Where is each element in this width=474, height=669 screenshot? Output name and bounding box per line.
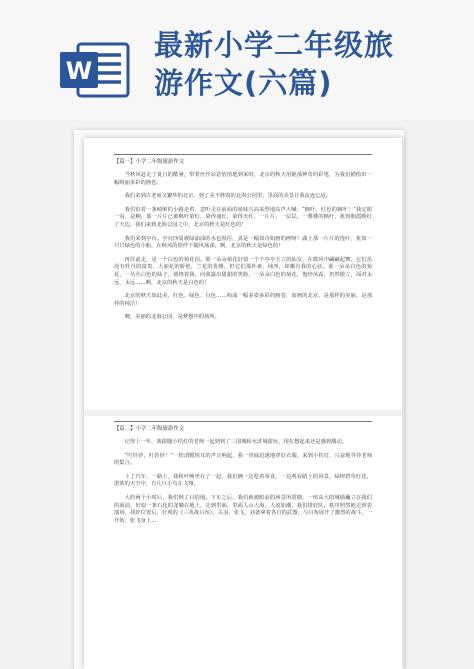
paragraph: 再往前走，是一个白色的菊花园。那一朵朵菊花好似一个个亭亭玉立的仙女，在微风中翩翩起舞。它们虽没有牡丹的富贵，大丽花的娇艳，兰花的优雅，但它们那朴素、纯净，却哪有我的心弦。那一朵朵白色的菊花，一丛丛白色的仙子，倚绕着我，向我露出甜甜的笑脸，一朵朵白色的菊花，饱经风霜，仍然傲立，面对永远，永远……啊，北京的秋天是白色的！ (114, 256, 372, 286)
paragraph: 北京的秋天如此美，红色、绿色、白色……构成一幅多姿多彩的画卷，如画的北京，是那样的美丽，是那样的纯洁！ (114, 293, 372, 307)
paragraph: 噢，美丽的北海公园，是梦想中的场所。 (124, 314, 220, 321)
section-title: 【篇一】小学二年级旅游作文 (114, 159, 185, 165)
paragraph: “叮铃铃，叮铃铃！”一阵清脆悦耳的声音响起，我一骨碌迅速地穿好衣服，来到小桔灯，兴奋地等待老师的集合。 (114, 452, 372, 467)
paragraph: 上了汽车，一路上，我和叶畅坐在了一起，我们俩一边吃着零食，一边观看路上的风景，绿树碧草红花，湛蓝的天空中，有几只小鸟在飞翔。 (114, 473, 372, 488)
paragraph: 我们来到亭台。亭台四周被绿油油的水包围住，真是一幅如诗如画的画呀！湖上那一片片的莲叶，犹如一只只绿色的小船，在秋风的陪伴下随风荡漾。啊，北京的秋天是绿色的！ (114, 235, 372, 250)
paragraph: 当秋风赶走了夏日的酷暑，带着丝丝凉意悄悄地到来时，北京的秋天用她那神奇的彩笔，为我们描绘出一幅绚丽多彩的画卷。 (114, 172, 372, 186)
document-title-line1: 最新小学二年级旅 (154, 28, 395, 62)
document-title (154, 26, 464, 102)
word-document-icon (58, 38, 132, 102)
paragraph: 我们沿着一条崎岖的小路走着，忽听走在前面的妹妹兴高采烈地高声大喊：“枫叶，红色的枫叶！”我定眼一看，是啊，那一片片已被枫叶染红，染得通红，染得火红，一片片，一层层，一叠叠的枫叶，犹如朝霞映红了天边。我们来到北海公园之中，北京的秋天是红色的！ (114, 206, 372, 228)
paragraph: 我们来到古老而又繁华的北京，到了美不胜收的北海公园里，里面的美景让我流连忘返。 (124, 193, 332, 200)
paragraph: 大约两个小时后，我们到了目的地。下车之后，我们就被眼前的场景所震撼，一座高大的城墙矗立在我们的面前，好似一条石化的龙躺在地上，走到里面，里面人山人海，人流如潮，我们排好队，秩序照然地走到表演场，找好位置后，壮观的《三英战吕布》，关羽，张飞，刘备拿着各自的武器，与吕布展开了激烈的战斗，一开始，张飞身上... (114, 494, 372, 524)
section-divider (114, 421, 372, 422)
section-divider (114, 154, 372, 155)
article-section-1 (114, 154, 372, 328)
page-break (84, 410, 402, 416)
paragraph: 记得上一年，我跟随小桔灯的老师一起到到了三国城和水浒城游玩，现在想起来还是感到激动。 (124, 439, 348, 445)
document-page (84, 138, 402, 669)
section-title: 【篇二】小学二年级旅游作文 (114, 426, 185, 432)
article-section-2 (114, 421, 372, 531)
title-banner (0, 0, 474, 120)
svg-text:W: W (65, 57, 93, 85)
document-title-line2: 游作文(六篇) (154, 66, 333, 100)
